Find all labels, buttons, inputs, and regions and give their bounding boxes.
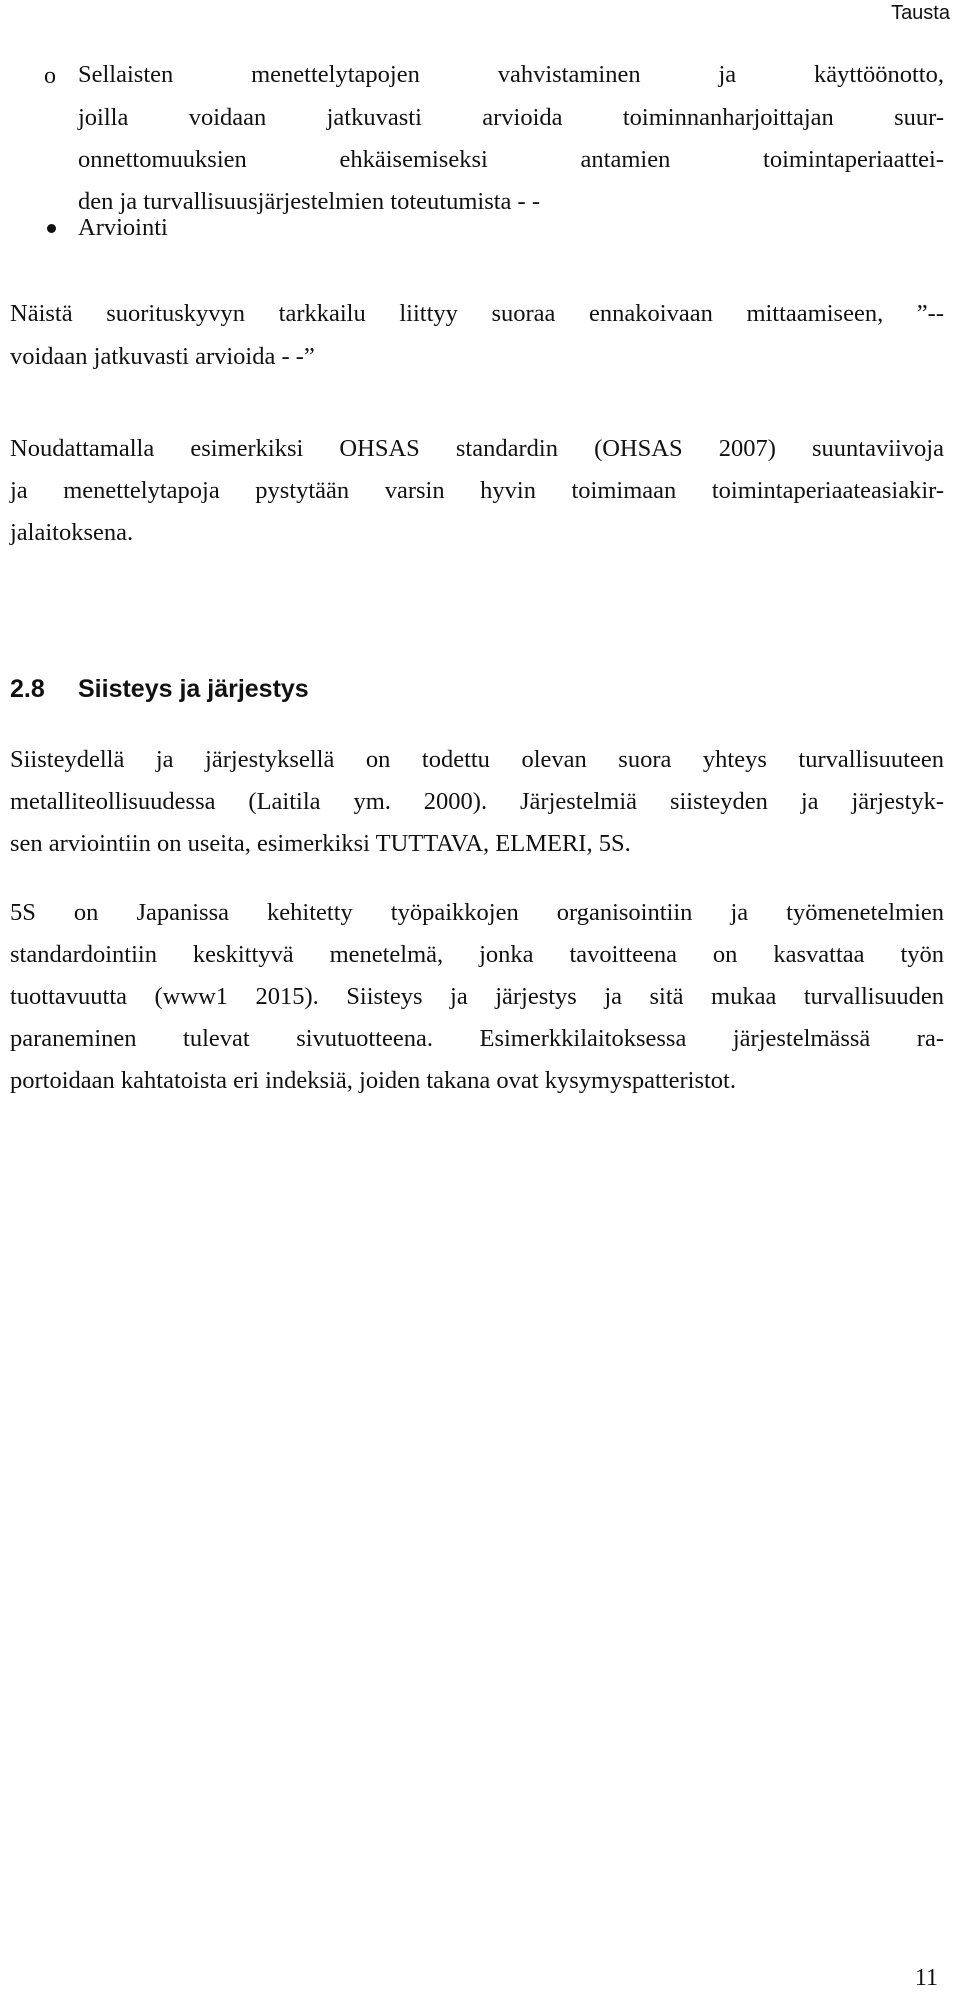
paragraph-line: 5S on Japanissa kehitetty työpaikkojen organisointiin ja työmenetelmien <box>10 899 944 926</box>
paragraph-line: ja menettelytapoja pystytään varsin hyvin toimimaan toimintaperiaateasiakir- <box>10 477 944 504</box>
paragraph-line: voidaan jatkuvasti arvioida - -” <box>10 343 315 370</box>
section-heading <box>10 675 309 704</box>
filled-bullet-icon <box>47 224 56 233</box>
hollow-bullet-icon: o <box>44 63 56 89</box>
paragraph-line: Noudattamalla esimerkiksi OHSAS standardin (OHSAS 2007) suuntaviivoja <box>10 435 944 462</box>
paragraph-line: Siisteydellä ja järjestyksellä on todettu olevan suora yhteys turvallisuuteen <box>10 746 944 773</box>
paragraph-line: tuottavuutta (www1 2015). Siisteys ja järjestys ja sitä mukaa turvallisuuden <box>10 983 944 1010</box>
page-number: 11 <box>914 1965 938 1991</box>
paragraph-line: standardointiin keskittyvä menetelmä, jonka tavoitteena on kasvattaa työn <box>10 941 944 968</box>
paragraph-line: jalaitoksena. <box>10 519 134 546</box>
list-item-line: onnettomuuksien ehkäisemiseksi antamien toimintaperiaattei- <box>78 146 944 173</box>
running-header: Tausta <box>891 2 950 24</box>
paragraph-line: Näistä suorituskyvyn tarkkailu liittyy suoraa ennakoivaan mittaamiseen, ”-- <box>10 300 944 327</box>
paragraph-line: metalliteollisuudessa (Laitila ym. 2000). Järjestelmiä siisteyden ja järjestyk- <box>10 788 944 815</box>
section-number: 2.8 <box>10 675 45 703</box>
section-title: Siisteys ja järjestys <box>78 675 309 703</box>
list-item-line: den ja turvallisuusjärjestelmien toteutumista - - <box>78 188 540 215</box>
bullet-item: Arviointi <box>78 214 168 241</box>
paragraph-line: sen arviointiin on useita, esimerkiksi TUTTAVA, ELMERI, 5S. <box>10 830 631 857</box>
list-item-line: joilla voidaan jatkuvasti arvioida toiminnanharjoittajan suur- <box>78 104 944 131</box>
paragraph-line: paraneminen tulevat sivutuotteena. Esimerkkilaitoksessa järjestelmässä ra- <box>10 1025 944 1052</box>
paragraph-line: portoidaan kahtatoista eri indeksiä, joiden takana ovat kysymyspatteristot. <box>10 1067 736 1094</box>
list-item-line: Sellaisten menettelytapojen vahvistaminen ja käyttöönotto, <box>78 61 944 88</box>
